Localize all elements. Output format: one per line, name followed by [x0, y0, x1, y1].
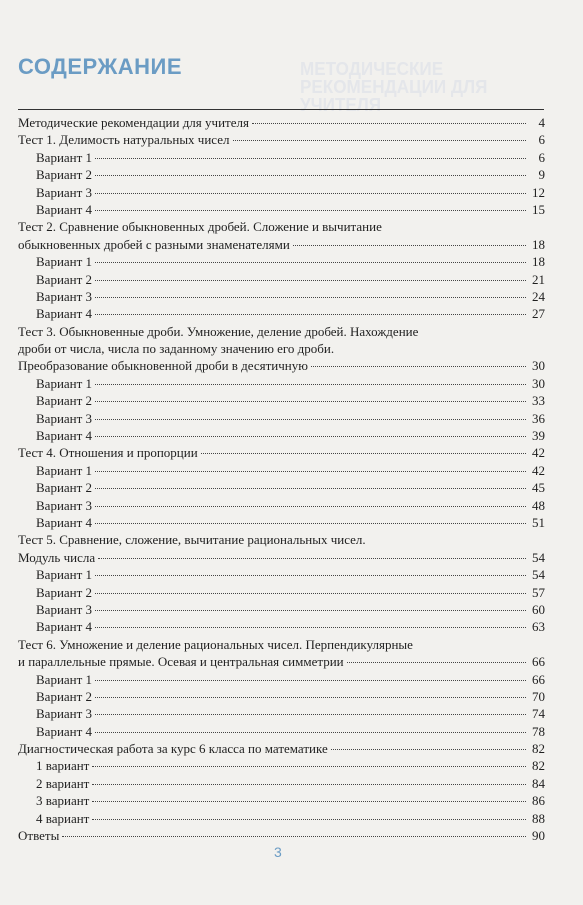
toc-entry [18, 427, 545, 444]
toc-entry [18, 131, 545, 148]
toc-entry-page: 70 [532, 688, 545, 704]
toc-entry-title: Тест 5. Сравнение, сложение, вычитание рациональных чисел. [18, 532, 366, 548]
toc-leader-dots [95, 471, 526, 472]
toc-entry-title: Вариант 1 [36, 567, 93, 583]
toc-entry [18, 723, 545, 740]
toc-entry-page: 27 [532, 306, 545, 322]
toc-entry-title: 2 вариант [36, 775, 90, 791]
toc-entry-title: Вариант 3 [36, 706, 93, 722]
toc-leader-dots [95, 488, 526, 489]
toc-entry-page: 18 [532, 236, 545, 252]
toc-entry-page: 88 [532, 810, 545, 826]
toc-leader-dots [95, 158, 526, 159]
toc-entry [18, 462, 545, 479]
toc-entry [18, 514, 545, 531]
toc-entry-title: 4 вариант [36, 810, 90, 826]
toc-entry [18, 671, 545, 688]
toc-entry-title: Вариант 4 [36, 201, 93, 217]
toc-entry-page: 84 [532, 775, 545, 791]
toc-entry-page: 6 [538, 132, 545, 148]
toc-entry [18, 392, 545, 409]
toc-entry-title: Вариант 2 [36, 167, 93, 183]
toc-entry-title: Тест 6. Умножение и деление рациональных чисел. Перпендикулярные [18, 636, 413, 652]
toc-entry-title: Ответы [18, 828, 60, 844]
toc-entry-page: 60 [532, 601, 545, 617]
toc-entry-title: Диагностическая работа за курс 6 класса по математике [18, 741, 328, 757]
toc-entry [18, 775, 545, 792]
toc-entry-title: Вариант 3 [36, 410, 93, 426]
toc-entry-page: 18 [532, 254, 545, 270]
toc-entry-page: 57 [532, 584, 545, 600]
toc-leader-dots [95, 506, 526, 507]
toc-entry-title: Вариант 3 [36, 288, 93, 304]
toc-entry [18, 531, 545, 548]
toc-entry-title: Вариант 1 [36, 462, 93, 478]
toc-leader-dots [95, 419, 526, 420]
toc-entry-title: Вариант 4 [36, 428, 93, 444]
toc-leader-dots [92, 819, 526, 820]
toc-entry-page: 66 [532, 654, 545, 670]
toc-entry-page: 74 [532, 706, 545, 722]
toc-leader-dots [95, 523, 526, 524]
toc-entry-title: Методические рекомендации для учителя [18, 115, 249, 130]
toc-entry [18, 340, 545, 357]
toc-entry [18, 827, 545, 844]
toc-entry [18, 323, 545, 340]
toc-entry [18, 792, 545, 809]
toc-leader-dots [98, 558, 526, 559]
toc-entry-title: Вариант 1 [36, 375, 93, 391]
table-of-contents [18, 114, 545, 844]
toc-leader-dots [95, 593, 526, 594]
toc-entry-title: Модуль числа [18, 549, 96, 565]
toc-leader-dots [95, 210, 526, 211]
toc-entry [18, 375, 545, 392]
toc-leader-dots [95, 297, 526, 298]
toc-entry-page: 39 [532, 428, 545, 444]
toc-entry-title: обыкновенных дробей с разными знаменателями [18, 236, 290, 252]
toc-entry-title: Вариант 1 [36, 671, 93, 687]
toc-entry-title: 3 вариант [36, 793, 90, 809]
toc-entry-title: Вариант 3 [36, 184, 93, 200]
toc-entry-page: 82 [532, 758, 545, 774]
toc-entry-page: 90 [532, 828, 545, 844]
toc-leader-dots [62, 836, 526, 837]
page-title: СОДЕРЖАНИЕ [18, 54, 183, 79]
toc-entry [18, 184, 545, 201]
toc-entry [18, 444, 545, 461]
toc-leader-dots [201, 453, 526, 454]
toc-leader-dots [95, 697, 526, 698]
toc-entry-page: 42 [532, 445, 545, 461]
toc-entry [18, 601, 545, 618]
toc-entry [18, 114, 545, 131]
toc-entry-page: 48 [532, 497, 545, 513]
toc-entry [18, 253, 545, 270]
toc-entry-page: 30 [532, 358, 545, 374]
toc-entry [18, 584, 545, 601]
toc-leader-dots [95, 627, 526, 628]
title-divider [18, 109, 544, 110]
toc-entry [18, 618, 545, 635]
toc-entry-page: 24 [532, 288, 545, 304]
toc-entry [18, 549, 545, 566]
toc-entry [18, 497, 545, 514]
toc-entry-title: Тест 3. Обыкновенные дроби. Умножение, деление дробей. Нахождение [18, 323, 419, 339]
toc-leader-dots [347, 662, 526, 663]
toc-entry-page: 54 [532, 567, 545, 583]
toc-leader-dots [95, 680, 526, 681]
toc-leader-dots [92, 801, 526, 802]
toc-entry-page: 63 [532, 619, 545, 635]
toc-entry-page: 21 [532, 271, 545, 287]
toc-leader-dots [331, 749, 526, 750]
toc-entry [18, 566, 545, 583]
toc-entry [18, 653, 545, 670]
toc-leader-dots [95, 314, 526, 315]
toc-leader-dots [92, 766, 526, 767]
toc-leader-dots [293, 245, 526, 246]
toc-entry-title: Вариант 4 [36, 723, 93, 739]
toc-entry-page: 86 [532, 793, 545, 809]
toc-leader-dots [95, 714, 526, 715]
toc-entry [18, 218, 545, 235]
toc-entry-title: Вариант 3 [36, 497, 93, 513]
toc-entry [18, 636, 545, 653]
toc-entry-page: 42 [532, 462, 545, 478]
toc-entry [18, 410, 545, 427]
toc-entry [18, 757, 545, 774]
toc-entry-title: Вариант 2 [36, 480, 93, 496]
toc-leader-dots [92, 784, 526, 785]
toc-entry [18, 271, 545, 288]
toc-leader-dots [95, 280, 526, 281]
toc-leader-dots [95, 610, 526, 611]
toc-entry-page: 15 [532, 201, 545, 217]
toc-leader-dots [95, 175, 526, 176]
toc-entry-page: 30 [532, 375, 545, 391]
bleed-through-text: МЕТОДИЧЕСКИЕ РЕКОМЕНДАЦИИ ДЛЯ УЧИТЕЛЯ [300, 59, 488, 115]
toc-entry-title: Вариант 4 [36, 619, 93, 635]
toc-entry-title: 1 вариант [36, 758, 90, 774]
toc-entry-page: 4 [538, 115, 545, 130]
toc-entry [18, 149, 545, 166]
toc-entry [18, 236, 545, 253]
toc-entry-title: Вариант 4 [36, 514, 93, 530]
toc-leader-dots [95, 575, 526, 576]
toc-entry-page: 82 [532, 741, 545, 757]
toc-entry [18, 166, 545, 183]
toc-leader-dots [95, 262, 526, 263]
toc-entry-page: 45 [532, 480, 545, 496]
toc-entry-title: Вариант 2 [36, 393, 93, 409]
toc-entry-page: 9 [538, 167, 545, 183]
page-number: 3 [274, 844, 282, 860]
toc-entry-page: 66 [532, 671, 545, 687]
toc-entry-title: дроби от числа, числа по заданному значению его дроби. [18, 341, 335, 357]
toc-entry [18, 305, 545, 322]
toc-leader-dots [95, 401, 526, 402]
toc-entry-page: 12 [532, 184, 545, 200]
toc-leader-dots [95, 384, 526, 385]
toc-entry-title: Вариант 2 [36, 688, 93, 704]
toc-entry-page: 51 [532, 514, 545, 530]
toc-entry-title: Преобразование обыкновенной дроби в десятичную [18, 358, 308, 374]
toc-entry [18, 688, 545, 705]
toc-entry [18, 810, 545, 827]
toc-leader-dots [95, 193, 526, 194]
toc-entry [18, 479, 545, 496]
toc-entry-page: 36 [532, 410, 545, 426]
toc-entry-page: 78 [532, 723, 545, 739]
toc-entry-title: Тест 4. Отношения и пропорции [18, 445, 198, 461]
toc-entry-title: Вариант 4 [36, 306, 93, 322]
toc-entry-title: Вариант 2 [36, 584, 93, 600]
toc-leader-dots [95, 732, 526, 733]
toc-leader-dots [233, 140, 527, 141]
toc-entry-title: Вариант 3 [36, 601, 93, 617]
toc-entry-title: Тест 1. Делимость натуральных чисел [18, 132, 230, 148]
toc-entry-title: Вариант 1 [36, 254, 93, 270]
toc-leader-dots [252, 123, 526, 124]
toc-entry-page: 33 [532, 393, 545, 409]
toc-entry-title: и параллельные прямые. Осевая и центральная симметрии [18, 654, 344, 670]
toc-leader-dots [95, 436, 526, 437]
toc-entry-title: Вариант 2 [36, 271, 93, 287]
toc-entry [18, 705, 545, 722]
toc-entry [18, 740, 545, 757]
toc-entry-page: 6 [538, 149, 545, 165]
toc-entry [18, 201, 545, 218]
toc-entry-title: Тест 2. Сравнение обыкновенных дробей. Сложение и вычитание [18, 219, 382, 235]
toc-entry-page: 54 [532, 549, 545, 565]
toc-entry [18, 357, 545, 374]
toc-entry [18, 288, 545, 305]
toc-leader-dots [311, 366, 526, 367]
toc-entry-title: Вариант 1 [36, 149, 93, 165]
